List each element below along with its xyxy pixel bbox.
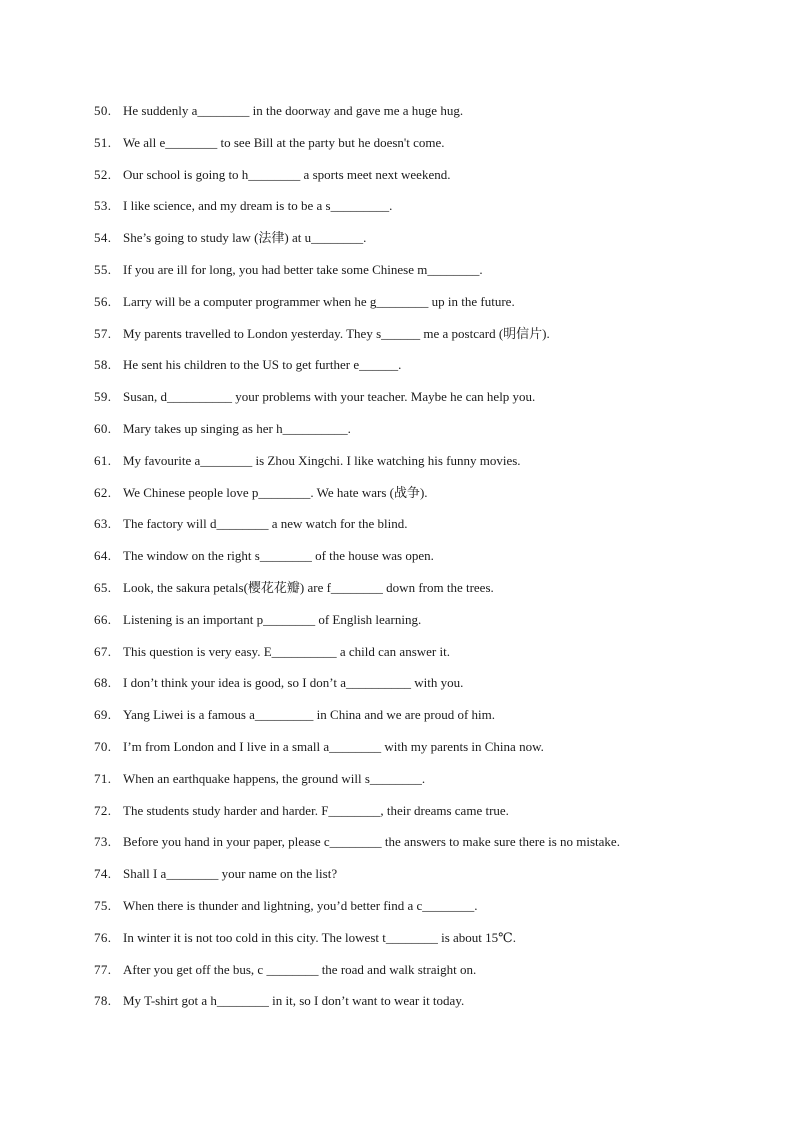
question-text: After you get off the bus, c ________ the road and walk straight on. [123, 961, 477, 977]
question-text: Before you hand in your paper, please c________ the answers to make sure there is no mistake. [123, 834, 620, 850]
question-item [94, 324, 774, 356]
question-number: 55. [94, 261, 112, 277]
question-list [94, 101, 774, 1023]
question-text: I’m from London and I live in a small a________ with my parents in China now. [123, 738, 544, 754]
question-item [94, 705, 774, 737]
question-item [94, 578, 774, 610]
question-item [94, 960, 774, 992]
question-text: Larry will be a computer programmer when he g________ up in the future. [123, 293, 515, 309]
question-number: 66. [94, 611, 112, 627]
question-number: 69. [94, 707, 112, 723]
question-number: 78. [94, 993, 112, 1009]
question-item [94, 864, 774, 896]
question-item [94, 642, 774, 674]
question-text: My T-shirt got a h________ in it, so I don’t want to wear it today. [123, 993, 465, 1009]
question-item [94, 737, 774, 769]
question-item [94, 673, 774, 705]
question-number: 56. [94, 293, 112, 309]
question-number: 63. [94, 516, 112, 532]
question-item [94, 165, 774, 197]
question-item [94, 769, 774, 801]
question-text: He suddenly a________ in the doorway and gave me a huge hug. [123, 103, 464, 118]
question-text: The students study harder and harder. F________, their dreams came true. [123, 802, 509, 818]
question-text: Susan, d__________ your problems with your teacher. Maybe he can help you. [123, 389, 536, 405]
question-number: 77. [94, 961, 112, 977]
question-number: 71. [94, 770, 112, 786]
question-item [94, 101, 774, 133]
question-text: I don’t think your idea is good, so I don’t a__________ with you. [123, 675, 464, 691]
question-number: 54. [94, 230, 112, 246]
question-number: 59. [94, 389, 112, 405]
question-number: 72. [94, 802, 112, 818]
question-number: 74. [94, 866, 112, 882]
question-text: Yang Liwei is a famous a_________ in China and we are proud of him. [123, 707, 496, 723]
question-number: 65. [94, 579, 112, 595]
question-text: Look, the sakura petals(樱花花瓣) are f________ down from the trees. [123, 579, 494, 595]
question-text: When an earthquake happens, the ground will s________. [123, 770, 426, 786]
question-number: 73. [94, 834, 112, 850]
question-number: 53. [94, 198, 112, 214]
question-item [94, 991, 774, 1023]
question-number: 61. [94, 452, 112, 468]
question-text: Our school is going to h________ a sports meet next weekend. [123, 166, 451, 182]
question-number: 60. [94, 420, 112, 436]
question-item [94, 260, 774, 292]
question-number: 58. [94, 357, 112, 373]
question-item [94, 546, 774, 578]
question-text: We Chinese people love p________. We hate wars (战争). [123, 484, 428, 500]
question-number: 51. [94, 134, 112, 150]
question-item [94, 896, 774, 928]
question-number: 50. [94, 103, 112, 118]
question-number: 64. [94, 548, 112, 564]
question-text: Mary takes up singing as her h__________. [123, 420, 351, 436]
question-item [94, 387, 774, 419]
question-text: He sent his children to the US to get further e______. [123, 357, 402, 373]
question-text: Shall I a________ your name on the list? [123, 866, 338, 882]
question-text: Listening is an important p________ of English learning. [123, 611, 422, 627]
question-number: 68. [94, 675, 112, 691]
question-text: The window on the right s________ of the house was open. [123, 548, 434, 564]
question-item [94, 228, 774, 260]
question-number: 62. [94, 484, 112, 500]
question-item [94, 355, 774, 387]
question-item [94, 801, 774, 833]
question-text: I like science, and my dream is to be a s_________. [123, 198, 393, 214]
question-item [94, 196, 774, 228]
question-text: The factory will d________ a new watch for the blind. [123, 516, 408, 532]
question-text: My favourite a________ is Zhou Xingchi. I like watching his funny movies. [123, 452, 521, 468]
question-item [94, 514, 774, 546]
question-item [94, 133, 774, 165]
question-item [94, 451, 774, 483]
question-number: 70. [94, 738, 112, 754]
question-number: 75. [94, 897, 112, 913]
question-number: 67. [94, 643, 112, 659]
question-text: She’s going to study law (法律) at u________. [123, 230, 367, 246]
question-number: 52. [94, 166, 112, 182]
question-number: 57. [94, 325, 112, 341]
question-item [94, 928, 774, 960]
question-text: This question is very easy. E__________ a child can answer it. [123, 643, 450, 659]
question-text: If you are ill for long, you had better take some Chinese m________. [123, 261, 483, 277]
question-number: 76. [94, 929, 112, 945]
question-item [94, 292, 774, 324]
question-item [94, 832, 774, 864]
question-item [94, 419, 774, 451]
question-text: In winter it is not too cold in this city. The lowest t________ is about 15℃. [123, 929, 516, 945]
question-text: When there is thunder and lightning, you’d better find a c________. [123, 897, 478, 913]
question-text: We all e________ to see Bill at the party but he doesn't come. [123, 134, 445, 150]
question-item [94, 483, 774, 515]
question-item [94, 610, 774, 642]
question-text: My parents travelled to London yesterday. They s______ me a postcard (明信片). [123, 325, 550, 341]
